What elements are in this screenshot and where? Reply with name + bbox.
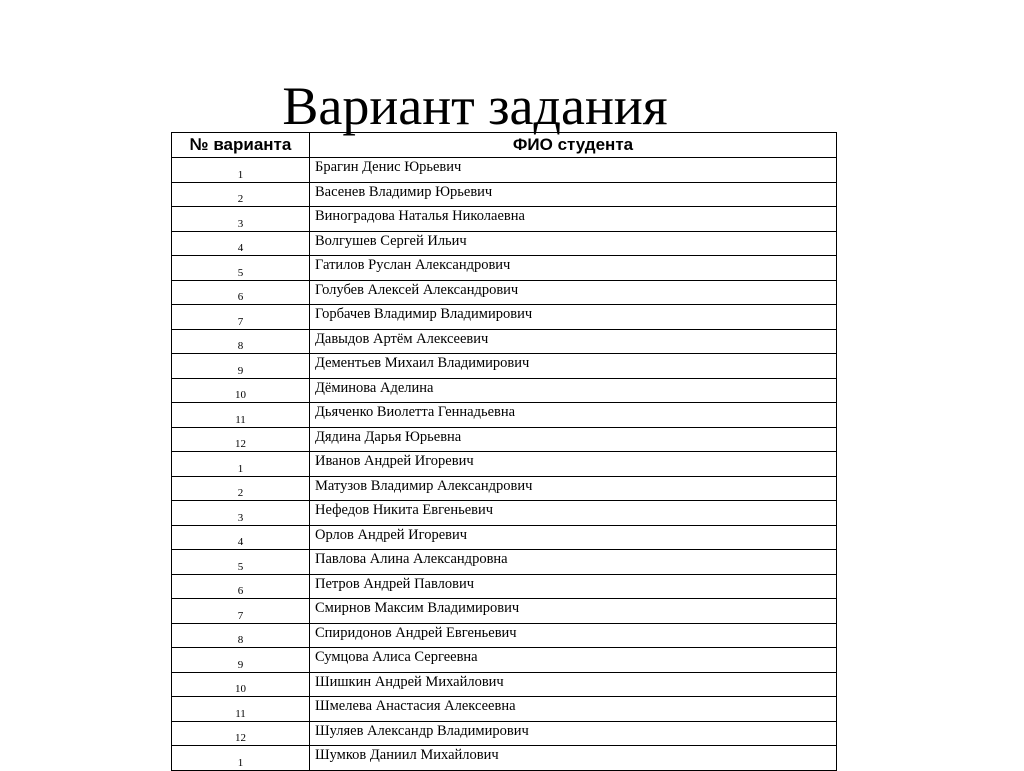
student-name-cell: Иванов Андрей Игоревич	[310, 452, 837, 477]
table-row	[172, 403, 837, 428]
student-name-cell: Шумков Даниил Михайлович	[310, 746, 837, 771]
variant-number-cell: 9	[172, 354, 310, 379]
table-body	[172, 158, 837, 771]
variant-number-cell: 7	[172, 305, 310, 330]
student-name-cell: Брагин Денис Юрьевич	[310, 158, 837, 183]
table-row	[172, 599, 837, 624]
variant-number-cell: 1	[172, 746, 310, 771]
variant-number-cell: 6	[172, 574, 310, 599]
student-name-cell: Спиридонов Андрей Евгеньевич	[310, 623, 837, 648]
table-row	[172, 207, 837, 232]
variant-number-cell: 3	[172, 501, 310, 526]
table-row	[172, 525, 837, 550]
table-row	[172, 648, 837, 673]
student-name-cell: Нефедов Никита Евгеньевич	[310, 501, 837, 526]
table-row	[172, 427, 837, 452]
student-name-cell: Гатилов Руслан Александрович	[310, 256, 837, 281]
variant-number-cell: 1	[172, 158, 310, 183]
variant-number-cell: 2	[172, 476, 310, 501]
table-row	[172, 280, 837, 305]
variant-number-cell: 3	[172, 207, 310, 232]
variant-number-cell: 4	[172, 231, 310, 256]
variant-number-cell: 10	[172, 672, 310, 697]
student-name-cell: Смирнов Максим Владимирович	[310, 599, 837, 624]
variant-number-cell: 10	[172, 378, 310, 403]
table-row	[172, 574, 837, 599]
student-name-cell: Виноградова Наталья Николаевна	[310, 207, 837, 232]
student-name-cell: Шуляев Александр Владимирович	[310, 721, 837, 746]
student-name-cell: Дёминова Аделина	[310, 378, 837, 403]
table-row	[172, 501, 837, 526]
student-name-cell: Голубев Алексей Александрович	[310, 280, 837, 305]
table-row	[172, 550, 837, 575]
variant-number-cell: 11	[172, 697, 310, 722]
student-name-cell: Горбачев Владимир Владимирович	[310, 305, 837, 330]
table-row	[172, 354, 837, 379]
table-row	[172, 182, 837, 207]
student-name-cell: Шишкин Андрей Михайлович	[310, 672, 837, 697]
student-name-cell: Орлов Андрей Игоревич	[310, 525, 837, 550]
table-row	[172, 329, 837, 354]
table-row	[172, 452, 837, 477]
variant-number-cell: 8	[172, 623, 310, 648]
variant-number-cell: 12	[172, 427, 310, 452]
table-row	[172, 158, 837, 183]
variant-number-cell: 1	[172, 452, 310, 477]
student-name-cell: Давыдов Артём Алексеевич	[310, 329, 837, 354]
table-row	[172, 697, 837, 722]
header-variant-number: № варианта	[172, 133, 310, 158]
student-name-cell: Дядина Дарья Юрьевна	[310, 427, 837, 452]
variant-number-cell: 9	[172, 648, 310, 673]
table-row	[172, 721, 837, 746]
variant-number-cell: 7	[172, 599, 310, 624]
student-name-cell: Дементьев Михаил Владимирович	[310, 354, 837, 379]
variant-number-cell: 5	[172, 550, 310, 575]
table-row	[172, 672, 837, 697]
student-name-cell: Волгушев Сергей Ильич	[310, 231, 837, 256]
variant-number-cell: 12	[172, 721, 310, 746]
student-name-cell: Сумцова Алиса Сергеевна	[310, 648, 837, 673]
variant-number-cell: 8	[172, 329, 310, 354]
table-row	[172, 623, 837, 648]
student-name-cell: Петров Андрей Павлович	[310, 574, 837, 599]
variant-number-cell: 2	[172, 182, 310, 207]
table-row	[172, 305, 837, 330]
variant-number-cell: 5	[172, 256, 310, 281]
student-name-cell: Павлова Алина Александровна	[310, 550, 837, 575]
variant-number-cell: 6	[172, 280, 310, 305]
table-row	[172, 256, 837, 281]
table-row	[172, 746, 837, 771]
table-row	[172, 231, 837, 256]
student-name-cell: Васенев Владимир Юрьевич	[310, 182, 837, 207]
variant-number-cell: 4	[172, 525, 310, 550]
variant-table	[171, 132, 837, 771]
header-student-name: ФИО студента	[310, 133, 837, 158]
page-title: Вариант задания	[282, 76, 668, 137]
variant-number-cell: 11	[172, 403, 310, 428]
student-name-cell: Матузов Владимир Александрович	[310, 476, 837, 501]
table-header-row	[172, 133, 837, 158]
student-name-cell: Шмелева Анастасия Алексеевна	[310, 697, 837, 722]
student-name-cell: Дьяченко Виолетта Геннадьевна	[310, 403, 837, 428]
table-row	[172, 378, 837, 403]
table-row	[172, 476, 837, 501]
